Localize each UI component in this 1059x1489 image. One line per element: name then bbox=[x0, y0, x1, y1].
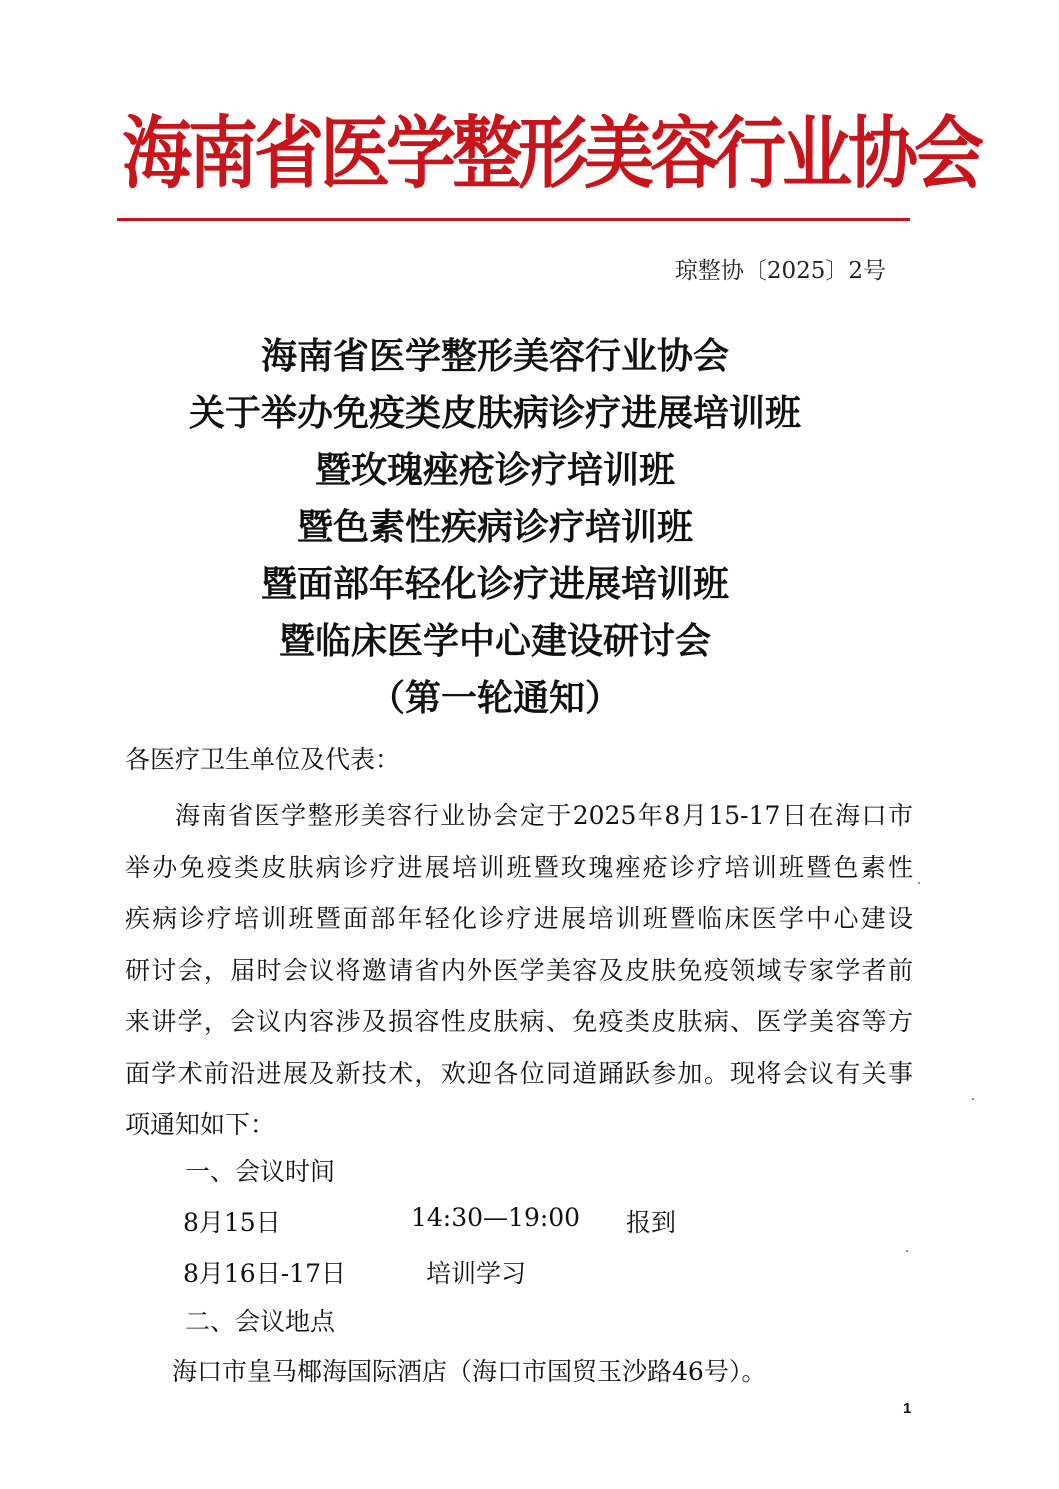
paragraph-line: 来讲学，会议内容涉及损容性皮肤病、免疫类皮肤病、医学美容等方 bbox=[125, 1007, 913, 1036]
section-heading-venue: 二、会议地点 bbox=[185, 1307, 336, 1336]
venue-address: 海口市皇马椰海国际酒店（海口市国贸玉沙路46号）。 bbox=[172, 1357, 767, 1386]
body-paragraph bbox=[125, 790, 925, 1151]
title-line: 关于举办免疫类皮肤病诊疗进展培训班 bbox=[188, 393, 801, 434]
title-line: （第一轮通知） bbox=[368, 678, 621, 719]
schedule-activity: 报到 bbox=[626, 1208, 677, 1237]
letterhead-red-rule bbox=[117, 218, 910, 221]
schedule-date: 8月15日 bbox=[183, 1208, 281, 1237]
paragraph-line: 面学术前沿进展及新技术，欢迎各位同道踊跃参加。现将会议有关事 bbox=[125, 1058, 913, 1088]
title-line: 暨面部年轻化诊疗进展培训班 bbox=[260, 564, 729, 605]
schedule-date: 8月16日-17日 bbox=[183, 1259, 346, 1288]
scan-speck bbox=[906, 1250, 908, 1252]
organization-letterhead: 海南省医学整形美容行业协会 bbox=[122, 106, 980, 200]
document-number: 琼整协〔2025〕2号 bbox=[674, 258, 886, 284]
salutation: 各医疗卫生单位及代表： bbox=[125, 745, 401, 774]
title-line: 暨色素性疾病诊疗培训班 bbox=[296, 507, 693, 548]
paragraph-line: 研讨会，届时会议将邀请省内外医学美容及皮肤免疫领域专家学者前 bbox=[125, 955, 913, 985]
schedule-activity: 培训学习 bbox=[426, 1259, 527, 1288]
title-line: 暨临床医学中心建设研讨会 bbox=[278, 621, 711, 662]
title-line: 暨玫瑰痤疮诊疗培训班 bbox=[314, 450, 675, 491]
page-number: 1 bbox=[903, 1400, 912, 1417]
paragraph-line: 项通知如下： bbox=[125, 1110, 276, 1139]
scan-speck bbox=[972, 1098, 974, 1100]
schedule-time: 14:30—19:00 bbox=[411, 1203, 581, 1232]
scan-speck bbox=[918, 882, 920, 884]
paragraph-line: 疾病诊疗培训班暨面部年轻化诊疗进展培训班暨临床医学中心建设 bbox=[125, 904, 913, 933]
title-line: 海南省医学整形美容行业协会 bbox=[260, 336, 729, 377]
notice-title bbox=[100, 328, 890, 727]
section-heading-time: 一、会议时间 bbox=[185, 1157, 336, 1186]
paragraph-line: 海南省医学整形美容行业协会定于2025年8月15-17日在海口市 bbox=[175, 801, 913, 830]
paragraph-line: 举办免疫类皮肤病诊疗进展培训班暨玫瑰痤疮诊疗培训班暨色素性 bbox=[125, 852, 913, 882]
